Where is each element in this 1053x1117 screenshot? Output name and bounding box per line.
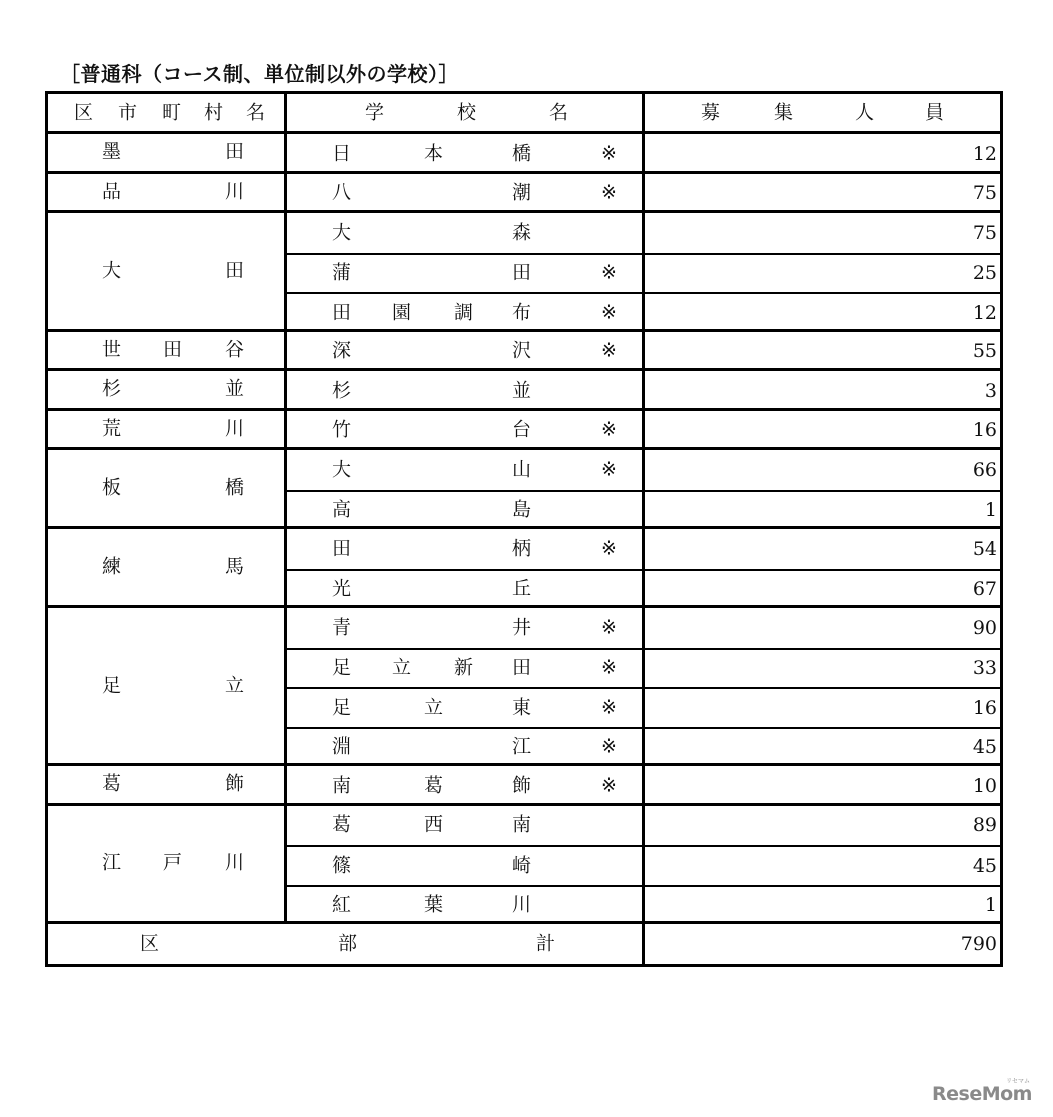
note-mark: ※: [601, 301, 617, 324]
table-body: [48, 134, 1000, 924]
capacity-value: 33: [972, 657, 997, 680]
school-char: 杉: [332, 379, 352, 402]
capacity-value: 54: [972, 537, 997, 560]
school-char: 足: [332, 656, 352, 679]
district-char: 墨: [102, 140, 122, 163]
table-row: [287, 450, 1000, 490]
school-cell: [287, 608, 645, 648]
note-mark: ※: [601, 418, 617, 441]
table-row: [287, 806, 1000, 846]
header-char: 員: [925, 101, 945, 123]
school-char: 布: [512, 301, 532, 324]
note-mark: ※: [601, 181, 617, 204]
school-cell: [287, 294, 645, 332]
capacity-cell: [645, 371, 1000, 411]
note-mark: ※: [601, 458, 617, 481]
capacity-value: 89: [972, 814, 997, 837]
district-group: [48, 766, 1000, 806]
school-char: 南: [332, 774, 352, 797]
school-char: 田: [332, 301, 352, 324]
total-value: 790: [960, 933, 997, 955]
capacity-cell: [645, 806, 1000, 846]
note-mark: ※: [601, 696, 617, 719]
district-char: 江: [102, 851, 122, 874]
total-char: 区: [140, 932, 160, 955]
district-char: 田: [163, 338, 183, 361]
school-char: 沢: [512, 339, 532, 362]
district-char: 川: [225, 417, 245, 440]
district-cell: [48, 608, 287, 763]
header-char: 名: [246, 101, 266, 123]
school-char: 紅: [332, 893, 352, 916]
school-cell: [287, 806, 645, 846]
district-cell: [48, 332, 287, 369]
total-char: 計: [536, 932, 556, 955]
capacity-cell: [645, 492, 1000, 530]
logo-text: ReseMom: [932, 1083, 1032, 1105]
capacity-value: 75: [972, 182, 997, 205]
header-char: 市: [118, 101, 138, 123]
table-row: [287, 292, 1000, 332]
school-char: 立: [424, 696, 444, 719]
capacity-cell: [645, 608, 1000, 648]
header-char: 校: [457, 101, 477, 123]
school-cell: [287, 332, 645, 372]
district-char: 杉: [102, 377, 122, 400]
school-char: 崎: [512, 854, 532, 877]
school-char: 東: [512, 696, 532, 719]
district-group: [48, 450, 1000, 529]
capacity-cell: [645, 847, 1000, 885]
note-mark: ※: [601, 142, 617, 165]
district-cell: [48, 766, 287, 803]
capacity-value: 16: [972, 696, 997, 719]
school-char: 田: [512, 261, 532, 284]
note-mark: ※: [601, 537, 617, 560]
capacity-cell: [645, 766, 1000, 806]
district-char: 板: [102, 476, 122, 499]
capacity-cell: [645, 294, 1000, 332]
school-char: 八: [332, 181, 352, 204]
district-char: 世: [102, 338, 122, 361]
district-cell: [48, 529, 287, 605]
school-char: 淵: [332, 735, 352, 758]
school-char: 井: [512, 616, 532, 639]
capacity-cell: [645, 213, 1000, 253]
school-cell: [287, 729, 645, 767]
table-row: [287, 648, 1000, 688]
school-cell: [287, 371, 645, 411]
capacity-cell: [645, 729, 1000, 767]
header-district: [48, 94, 287, 131]
district-char: 飾: [225, 772, 245, 795]
note-mark: ※: [601, 261, 617, 284]
school-cell: [287, 847, 645, 885]
table-row: [287, 174, 1000, 214]
district-cell: [48, 450, 287, 526]
capacity-value: 1: [984, 894, 997, 917]
table-row: [287, 766, 1000, 806]
district-char: 大: [102, 259, 122, 282]
school-char: 田: [332, 537, 352, 560]
school-cell: [287, 571, 645, 609]
school-char: 山: [512, 458, 532, 481]
school-char: 光: [332, 577, 352, 600]
note-mark: ※: [601, 774, 617, 797]
school-cell: [287, 450, 645, 490]
district-char: 谷: [225, 338, 245, 361]
school-char: 橋: [512, 142, 532, 165]
school-char: 柄: [512, 537, 532, 560]
header-char: 区: [74, 101, 94, 123]
district-group: [48, 608, 1000, 766]
table-row: [287, 253, 1000, 293]
capacity-value: 25: [972, 262, 997, 285]
district-char: 荒: [102, 417, 122, 440]
capacity-cell: [645, 529, 1000, 569]
capacity-cell: [645, 255, 1000, 293]
district-cell: [48, 213, 287, 329]
table-row: [287, 490, 1000, 530]
school-char: 青: [332, 616, 352, 639]
school-cell: [287, 255, 645, 293]
school-char: 日: [332, 142, 352, 165]
capacity-value: 12: [972, 142, 997, 165]
capacity-cell: [645, 411, 1000, 451]
school-char: 竹: [332, 418, 352, 441]
capacity-cell: [645, 650, 1000, 688]
capacity-cell: [645, 332, 1000, 372]
total-label: [48, 924, 645, 964]
header-char: 集: [774, 101, 794, 123]
school-char: 足: [332, 696, 352, 719]
table-row: [287, 371, 1000, 411]
school-char: 新: [454, 656, 474, 679]
resemom-logo: [932, 1078, 1032, 1105]
school-char: 蒲: [332, 261, 352, 284]
capacity-value: 12: [972, 301, 997, 324]
capacity-value: 3: [984, 379, 997, 402]
district-group: [48, 213, 1000, 332]
header-capacity: [645, 94, 1000, 131]
district-group: [48, 371, 1000, 411]
district-char: 川: [225, 851, 245, 874]
school-char: 園: [392, 301, 412, 324]
capacity-cell: [645, 134, 1000, 174]
note-mark: ※: [601, 656, 617, 679]
capacity-cell: [645, 174, 1000, 214]
district-group: [48, 332, 1000, 372]
school-char: 潮: [512, 181, 532, 204]
capacity-cell: [645, 450, 1000, 490]
note-mark: ※: [601, 339, 617, 362]
table-header: [48, 94, 1000, 134]
capacity-cell: [645, 689, 1000, 727]
school-char: 川: [512, 893, 532, 916]
school-char: 島: [512, 498, 532, 521]
district-char: 戸: [163, 851, 183, 874]
district-group: [48, 529, 1000, 608]
table-row: [287, 134, 1000, 174]
district-group: [48, 806, 1000, 925]
capacity-value: 90: [972, 616, 997, 639]
district-group: [48, 134, 1000, 174]
district-group: [48, 174, 1000, 214]
capacity-value: 55: [972, 340, 997, 363]
table-row: [287, 845, 1000, 885]
school-cell: [287, 887, 645, 925]
district-cell: [48, 411, 287, 448]
logo-subtext: リセマム: [1006, 1078, 1030, 1085]
school-char: 葛: [424, 774, 444, 797]
capacity-value: 66: [972, 458, 997, 481]
capacity-value: 67: [972, 578, 997, 601]
district-cell: [48, 174, 287, 211]
school-cell: [287, 492, 645, 530]
capacity-value: 16: [972, 419, 997, 442]
school-cell: [287, 529, 645, 569]
header-char: 学: [365, 101, 385, 123]
total-char: 部: [338, 932, 358, 955]
district-char: 馬: [225, 555, 245, 578]
capacity-cell: [645, 887, 1000, 925]
capacity-value: 10: [972, 774, 997, 797]
school-char: 南: [512, 813, 532, 836]
capacity-cell: [645, 571, 1000, 609]
school-char: 並: [512, 379, 532, 402]
school-char: 江: [512, 735, 532, 758]
district-char: 橋: [225, 476, 245, 499]
capacity-value: 45: [972, 736, 997, 759]
school-char: 大: [332, 458, 352, 481]
capacity-value: 1: [984, 499, 997, 522]
section-title: ［普通科（コース制、単位制以外の学校）］: [60, 62, 459, 86]
table-row: [287, 529, 1000, 569]
total-row: [48, 924, 1000, 964]
school-cell: [287, 689, 645, 727]
school-cell: [287, 650, 645, 688]
school-char: 丘: [512, 577, 532, 600]
district-char: 立: [225, 674, 245, 696]
table-row: [287, 213, 1000, 253]
district-char: 練: [102, 555, 122, 578]
capacity-value: 75: [972, 221, 997, 244]
district-group: [48, 411, 1000, 451]
school-char: 大: [332, 221, 352, 244]
table-row: [287, 411, 1000, 451]
school-char: 篠: [332, 854, 352, 877]
school-char: 深: [332, 339, 352, 362]
school-char: 葉: [424, 893, 444, 916]
school-char: 西: [424, 813, 444, 836]
header-char: 募: [701, 101, 721, 123]
school-char: 森: [512, 221, 532, 244]
header-char: 村: [204, 101, 224, 123]
capacity-value: 45: [972, 854, 997, 877]
school-cell: [287, 134, 645, 174]
school-char: 葛: [332, 813, 352, 836]
district-char: 品: [102, 180, 122, 203]
header-char: 人: [855, 101, 875, 123]
total-value-cell: [645, 924, 1000, 964]
district-char: 足: [102, 674, 122, 696]
district-cell: [48, 134, 287, 171]
table-row: [287, 608, 1000, 648]
school-cell: [287, 411, 645, 451]
school-char: 本: [424, 142, 444, 165]
district-char: 並: [225, 377, 245, 400]
district-cell: [48, 806, 287, 922]
school-char: 立: [392, 656, 412, 679]
school-cell: [287, 766, 645, 806]
table-row: [287, 885, 1000, 925]
school-cell: [287, 174, 645, 214]
header-char: 名: [549, 101, 569, 123]
district-char: 葛: [102, 772, 122, 795]
admissions-table: [45, 91, 1003, 967]
school-cell: [287, 213, 645, 253]
header-school: [287, 94, 645, 131]
district-char: 川: [225, 180, 245, 203]
school-char: 高: [332, 498, 352, 521]
table-row: [287, 687, 1000, 727]
header-char: 町: [162, 101, 182, 123]
district-char: 田: [225, 140, 245, 163]
school-char: 台: [512, 418, 532, 441]
note-mark: ※: [601, 616, 617, 639]
school-char: 飾: [512, 774, 532, 797]
note-mark: ※: [601, 735, 617, 758]
table-row: [287, 332, 1000, 372]
school-char: 田: [512, 656, 532, 679]
school-char: 調: [454, 301, 474, 324]
district-cell: [48, 371, 287, 408]
district-char: 田: [225, 259, 245, 282]
table-row: [287, 727, 1000, 767]
table-row: [287, 569, 1000, 609]
